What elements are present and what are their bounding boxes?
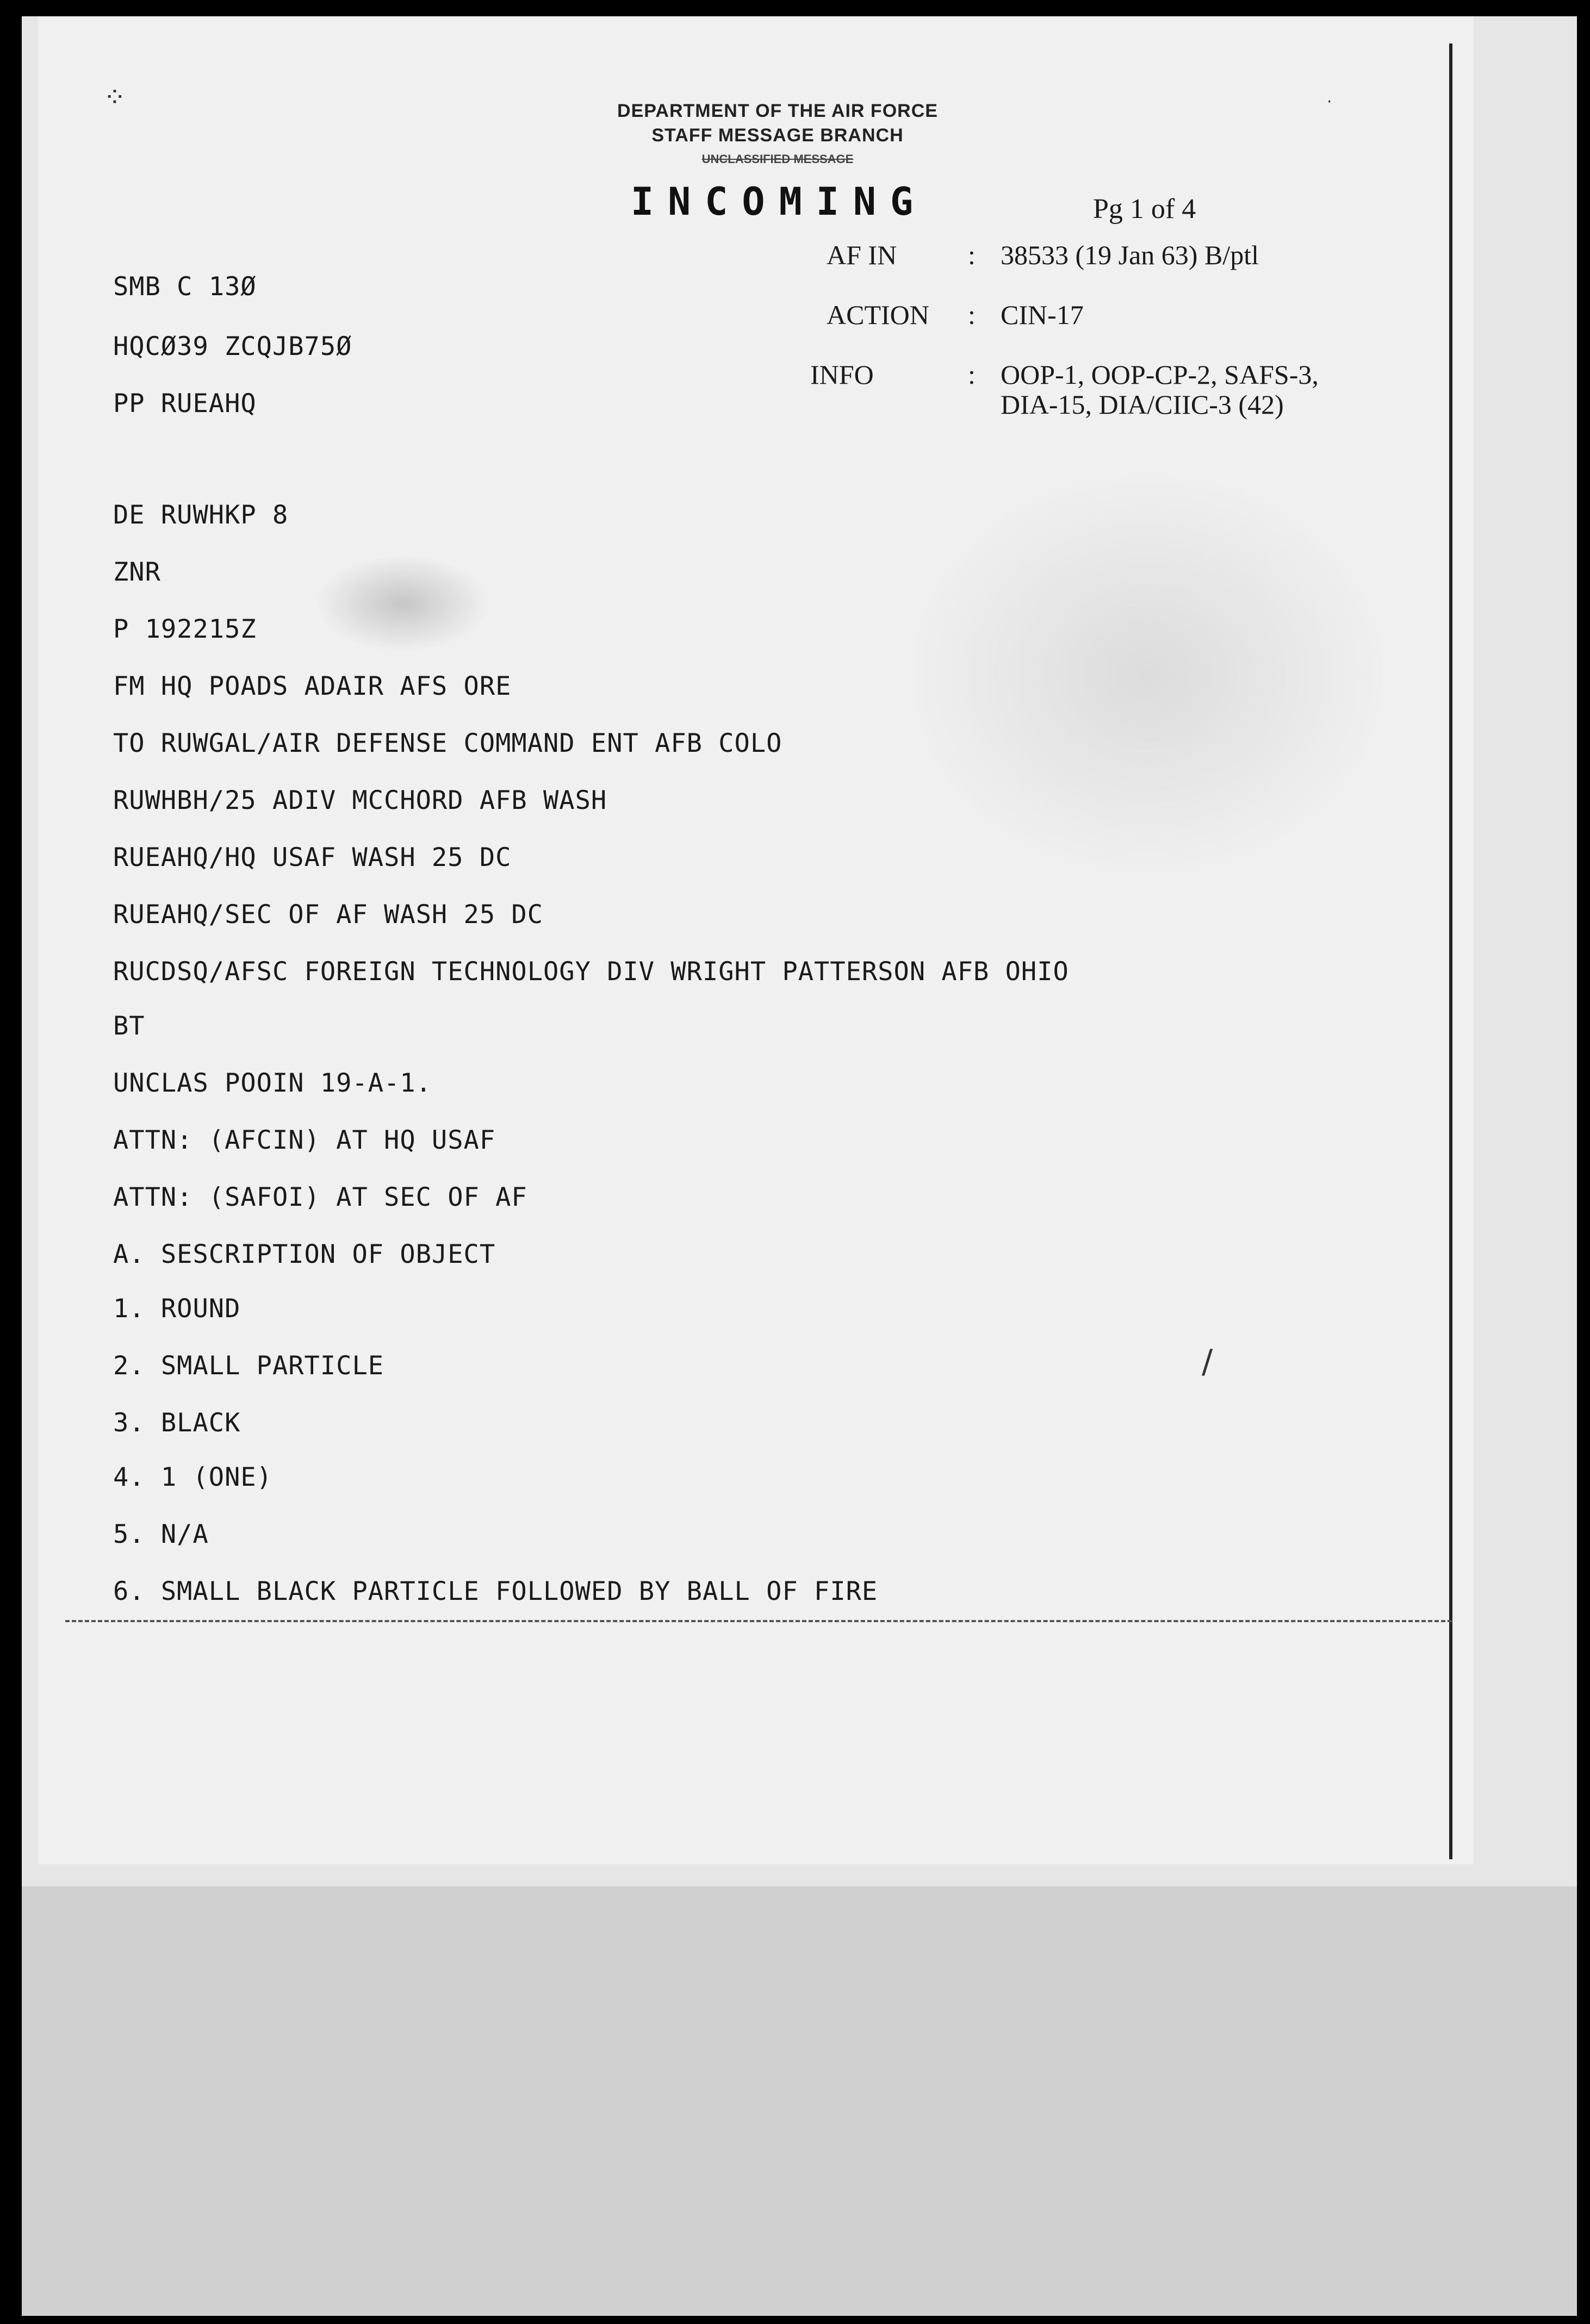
routing-line: HQCØ39 ZCQJB75Ø	[113, 332, 352, 362]
toner-smudge	[315, 554, 489, 652]
toner-smudge	[903, 468, 1392, 881]
incoming-title: INCOMING	[631, 179, 928, 224]
af-in-row	[22, 239, 1436, 272]
message-line: BT	[113, 1011, 145, 1041]
message-line: DE RUWHKP 8	[113, 500, 289, 530]
document-page	[22, 16, 1577, 2313]
action-label: ACTION	[827, 300, 929, 330]
message-line: 5. N/A	[113, 1519, 209, 1549]
message-line: P 192215Z	[113, 614, 257, 644]
message-line: 2. SMALL PARTICLE	[113, 1351, 384, 1381]
scan-mark: ⁘	[103, 82, 126, 113]
af-in-colon: :	[968, 240, 976, 270]
info-label: INFO	[810, 359, 874, 390]
message-line: 3. BLACK	[113, 1408, 241, 1438]
message-line: ATTN: (AFCIN) AT HQ USAF	[113, 1125, 496, 1155]
action-colon: :	[968, 300, 976, 330]
af-in-label: AF IN	[827, 240, 897, 270]
info-value-line-1: OOP-1, OOP-CP-2, SAFS-3,	[1001, 359, 1319, 390]
department-heading: DEPARTMENT OF THE AIR FORCE	[617, 101, 938, 121]
message-line: RUCDSQ/AFSC FOREIGN TECHNOLOGY DIV WRIGHT PATTERSON AFB OHIO	[113, 957, 1069, 987]
message-line: 1. ROUND	[113, 1294, 241, 1324]
message-line: RUWHBH/25 ADIV MCCHORD AFB WASH	[113, 786, 607, 815]
message-line: TO RUWGAL/AIR DEFENSE COMMAND ENT AFB COLO	[113, 728, 782, 758]
routing-line: PP RUEAHQ	[113, 389, 257, 419]
scan-mark: ·	[1327, 92, 1332, 111]
message-line: 4. 1 (ONE)	[113, 1462, 272, 1492]
message-line: ATTN: (SAFOI) AT SEC OF AF	[113, 1182, 527, 1212]
routing-line: SMB C 13Ø	[113, 272, 257, 302]
action-row	[22, 299, 1436, 332]
message-line: ZNR	[113, 557, 161, 587]
message-line: RUEAHQ/SEC OF AF WASH 25 DC	[113, 900, 544, 930]
af-in-value: 38533 (19 Jan 63) B/ptl	[1001, 240, 1259, 270]
message-line: 6. SMALL BLACK PARTICLE FOLLOWED BY BALL OF FIRE	[113, 1577, 878, 1606]
pen-stroke-mark: /	[1202, 1343, 1213, 1381]
photocopy-lower-band	[22, 1886, 1577, 2316]
message-line: RUEAHQ/HQ USAF WASH 25 DC	[113, 843, 512, 873]
message-line: FM HQ POADS ADAIR AFS ORE	[113, 671, 512, 701]
classification-heading: UNCLASSIFIED MESSAGE	[701, 152, 854, 166]
info-colon: :	[968, 359, 976, 390]
right-margin-line	[1449, 43, 1452, 1859]
info-value-line-2: DIA-15, DIA/CIIC-3 (42)	[1001, 389, 1284, 420]
perforation-line	[65, 1620, 1452, 1624]
message-line: A. SESCRIPTION OF OBJECT	[113, 1239, 496, 1269]
branch-heading: STAFF MESSAGE BRANCH	[651, 125, 904, 146]
message-line: UNCLAS POOIN 19-A-1.	[113, 1068, 432, 1098]
page-number: Pg 1 of 4	[1093, 194, 1196, 225]
action-value: CIN-17	[1001, 300, 1084, 330]
